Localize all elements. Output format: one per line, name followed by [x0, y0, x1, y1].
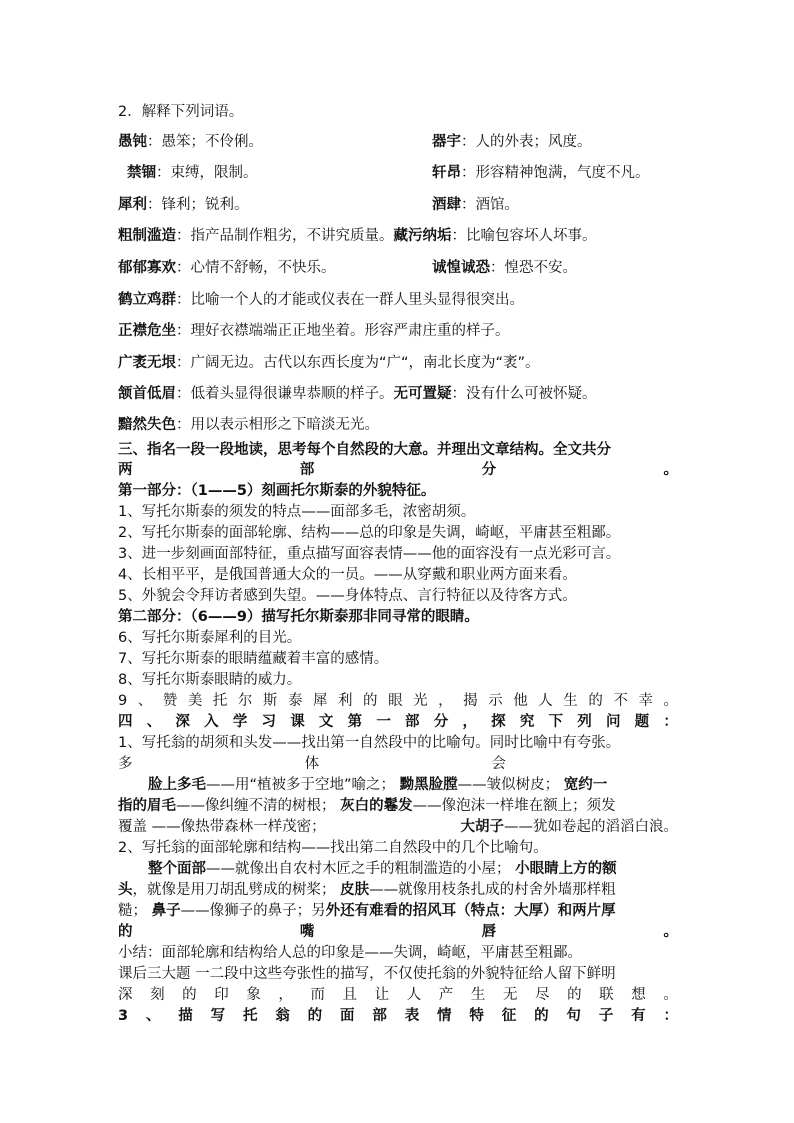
- answer-2-line-4: [118, 922, 678, 942]
- part-2-item-8: 8、写托尔斯泰眼睛的威力。: [118, 672, 302, 688]
- char: 特: [469, 1008, 484, 1024]
- vocab-col2: [432, 195, 519, 215]
- char: 。: [663, 693, 678, 709]
- vocab-row-1: [118, 132, 678, 152]
- question-1: 1、写托翁的胡须和头发——找出第一自然段中的比喻句。同时比喻中有夸张。: [118, 735, 621, 751]
- vocab-row-4: [118, 226, 678, 246]
- definition: ：用以表示相形之下暗淡无光。: [176, 417, 379, 433]
- char: 列: [577, 714, 592, 730]
- char: 句: [566, 1008, 581, 1024]
- term: 轩昂: [432, 165, 461, 181]
- key-phrase: 小眼睛上方的额: [515, 861, 617, 877]
- answer-1-line-2: [118, 796, 678, 816]
- term: 郁郁寡欢: [118, 260, 176, 276]
- term: 无可置疑: [393, 386, 452, 402]
- text: 覆盖: [118, 819, 147, 835]
- char: 斯: [262, 693, 278, 709]
- text: 糙；: [118, 903, 147, 919]
- char: 且: [342, 987, 358, 1003]
- part-1-heading: 第一部分：（1——5）刻画托尔斯泰的外貌特征。: [118, 483, 436, 499]
- explanation: ——就像出自农村木匠之手的粗制滥造的小屋；: [206, 861, 511, 877]
- section-4-heading: [118, 712, 678, 732]
- char: 四: [118, 714, 133, 730]
- char: 泰: [287, 693, 303, 709]
- char: 生: [470, 987, 486, 1003]
- answer-2-line-1: [148, 859, 678, 879]
- char: 美: [187, 693, 203, 709]
- char: ，: [278, 987, 293, 1003]
- definition: ：理好衣襟端端正正地坐着。形容严肃庄重的样子。: [176, 323, 510, 339]
- term: 粗制滥造: [118, 228, 176, 244]
- vocab-col2: [432, 163, 650, 183]
- key-phrase: 黝黑脸膛: [399, 777, 458, 793]
- explanation: ——像纠缠不清的树根；: [176, 798, 336, 814]
- summary: 小结：面部轮廓和结构给人总的印象是——失调，崎岖，平庸甚至粗鄙。: [118, 945, 582, 961]
- char: 想: [631, 987, 646, 1003]
- char: 9: [118, 693, 128, 709]
- term: 酒肆: [432, 197, 461, 213]
- vocab-row-5: [118, 258, 678, 278]
- part-1-item-4: 4、长相平平，是俄国普通大众的一员。——从穿戴和职业两方面来看。: [118, 567, 577, 583]
- text: ——像热带森林一样茂密；: [151, 819, 326, 835]
- char: 。: [663, 924, 678, 940]
- char: 、: [137, 693, 153, 709]
- definition: ：指产品制作粗劣，不讲究质量。: [176, 228, 394, 244]
- definition: ：酒馆。: [461, 197, 519, 213]
- char: 部: [372, 1008, 387, 1024]
- key-phrase: 鼻子: [151, 903, 181, 919]
- char: 一: [376, 714, 391, 730]
- char: 子: [598, 1008, 614, 1024]
- char: 而: [310, 987, 325, 1003]
- part-1-item-5: 5、外貌会令拜访者感到失望。——身体特点、言行特征以及待客方式。: [118, 588, 577, 604]
- part-2-item-7: 7、写托尔斯泰的眼睛蕴藏着丰富的感情。: [118, 651, 389, 667]
- char: 的: [182, 987, 197, 1003]
- char: 题: [634, 714, 650, 730]
- definition: ：心情不舒畅，不快乐。: [176, 260, 336, 276]
- explanation: ——像狮子的鼻子；另: [180, 903, 326, 919]
- definition: ：人的外表；风度。: [461, 134, 592, 150]
- char: 。: [663, 462, 678, 478]
- definition: ：束缚，限制。: [156, 165, 258, 181]
- vocab-row-8: [118, 353, 678, 373]
- question-2: 2、写托翁的面部轮廓和结构——找出第二自然段中的几个比喻句。: [118, 840, 548, 856]
- char: 人: [406, 987, 422, 1003]
- definition: ：愚笨；不伶俐。: [147, 134, 263, 150]
- char: 象: [246, 987, 261, 1003]
- definition: ：广阔无边。古代以东西长度为“广“，南北长度为“袤”。: [176, 355, 540, 371]
- char: 探: [491, 714, 506, 730]
- char: 托: [242, 1008, 258, 1024]
- definition: ：锋利；锐利。: [147, 197, 249, 213]
- term: 黯然失色: [118, 417, 176, 433]
- part-1-item-2: 2、写托尔斯泰的面部轮廓、结构——总的印象是失调，崎岖，平庸甚至粗鄙。: [118, 525, 621, 541]
- char: 究: [519, 714, 535, 730]
- char: 眼: [388, 693, 403, 709]
- question-1-cont: [118, 754, 678, 774]
- char: 尔: [237, 693, 253, 709]
- key-phrase: 整个面部: [148, 861, 206, 877]
- term: 诚惶诚恐: [432, 260, 490, 276]
- char: 的: [363, 693, 378, 709]
- char: 利: [338, 693, 353, 709]
- homework-line-2: [118, 985, 678, 1005]
- part-2-item-9: [118, 691, 678, 711]
- char: ：: [663, 714, 678, 730]
- term: 犀利: [118, 197, 147, 213]
- vocab-row-3: [118, 195, 678, 215]
- part-2-heading: 第二部分：（6——9）描写托尔斯泰那非同寻常的眼睛。: [118, 609, 479, 625]
- char: ，: [438, 693, 453, 709]
- definition: ：形容精神饱满，气度不凡。: [461, 165, 650, 181]
- char: 印: [214, 987, 229, 1003]
- section-3-heading: 三、指名一段一段地读，思考每个自然段的大意。并理出文章结构。全文共分: [118, 442, 611, 458]
- char: 、: [145, 1008, 161, 1024]
- vocab-row-10: [118, 415, 678, 435]
- part-1-item-3: 3、进一步刻画面部特征，重点描写面容表情——他的面容没有一点光彩可言。: [118, 546, 621, 562]
- char: 3: [118, 1008, 129, 1024]
- char: 的: [118, 924, 133, 940]
- vocab-col2: [432, 132, 592, 152]
- char: 分: [433, 714, 449, 730]
- char: 嘴: [299, 924, 315, 940]
- char: 文: [318, 714, 334, 730]
- char: 多: [118, 756, 133, 772]
- vocab-col2: [432, 258, 577, 278]
- char: ：: [663, 1008, 678, 1024]
- key-phrase: 脸上多毛: [148, 777, 206, 793]
- term: 器宇: [432, 134, 461, 150]
- char: 幸: [638, 693, 653, 709]
- char: 的: [534, 1008, 549, 1024]
- explanation: ——用“植被多于空地”喻之；: [206, 777, 396, 793]
- key-phrase: 外还有难看的招风耳（特点：大厚）和两片厚: [325, 903, 616, 919]
- char: 第: [347, 714, 363, 730]
- explanation: ——就像用枝条扎成的村舍外墙那样粗: [369, 882, 616, 898]
- term: 禁锢: [127, 165, 156, 181]
- term: 藏污纳垢: [393, 228, 452, 244]
- char: 犀: [312, 693, 328, 709]
- char: 托: [212, 693, 228, 709]
- char: 有: [631, 1008, 646, 1024]
- section-3-heading-cont: [118, 460, 678, 480]
- q2-title: 2．解释下列词语。: [118, 104, 244, 120]
- char: 写: [210, 1008, 226, 1024]
- char: 部: [299, 462, 315, 478]
- definition: ：惶恐不安。: [490, 260, 577, 276]
- answer-2-line-2: [118, 880, 678, 900]
- answer-2-line-3: [118, 901, 678, 921]
- part-1-item-1: 1、写托尔斯泰的须发的特点——面部多毛，浓密胡须。: [118, 504, 476, 520]
- explanation: ——像泡沫一样堆在额上；须发: [412, 798, 616, 814]
- text: ——犹如卷起的滔滔白浪。: [504, 819, 678, 835]
- char: 人: [538, 693, 553, 709]
- char: 入: [204, 714, 219, 730]
- homework-line-1: 课后三大题 一二段中这些夸张性的描写，不仅使托翁的外貌特征给人留下鲜明: [118, 966, 616, 982]
- answer-1-line-1: [148, 775, 678, 795]
- char: 示: [488, 693, 503, 709]
- char: 描: [178, 1008, 193, 1024]
- char: 不: [613, 693, 628, 709]
- key-phrase: 灰白的鬈发: [340, 798, 413, 814]
- char: 光: [413, 693, 428, 709]
- vocab-row-2: [127, 163, 687, 183]
- question-3: [118, 1006, 678, 1026]
- char: 两: [118, 462, 133, 478]
- char: 唇: [481, 924, 497, 940]
- char: 他: [513, 693, 528, 709]
- char: 联: [599, 987, 614, 1003]
- char: 赞: [162, 693, 178, 709]
- char: 的: [588, 693, 603, 709]
- char: 刻: [150, 987, 165, 1003]
- char: 征: [501, 1008, 517, 1024]
- char: 部: [405, 714, 420, 730]
- char: 深: [118, 987, 133, 1003]
- char: 揭: [463, 693, 478, 709]
- vocab-row-7: [118, 321, 678, 341]
- char: 、: [146, 714, 162, 730]
- vocab-row-6: [118, 290, 678, 310]
- char: 问: [605, 714, 621, 730]
- key-phrase: 宽约一: [563, 777, 608, 793]
- key-phrase: 大胡子: [460, 819, 504, 835]
- term: 愚钝: [118, 134, 147, 150]
- definition: ：比喻一个人的才能或仪表在一群人里头显得很突出。: [176, 292, 524, 308]
- char: 。: [663, 987, 678, 1003]
- char: 深: [175, 714, 190, 730]
- char: 课: [290, 714, 305, 730]
- char: 会: [491, 756, 506, 772]
- char: 下: [548, 714, 564, 730]
- char: 习: [261, 714, 277, 730]
- char: 的: [567, 987, 582, 1003]
- char: 情: [437, 1008, 452, 1024]
- vocab-row-9: [118, 384, 678, 404]
- char: 表: [404, 1008, 420, 1024]
- char: 学: [232, 714, 248, 730]
- char: 让: [374, 987, 390, 1003]
- char: ，: [462, 714, 477, 730]
- term: 正襟危坐: [118, 323, 176, 339]
- term: 颔首低眉: [118, 386, 176, 402]
- definition: ：没有什么可被怀疑。: [451, 386, 597, 402]
- answer-1-line-3: [118, 817, 678, 837]
- char: 尽: [535, 987, 550, 1003]
- definition: ：低着头显得很谦卑恭顺的样子。: [176, 386, 394, 402]
- char: 的: [307, 1008, 323, 1024]
- key-phrase: 指的眉毛: [118, 798, 176, 814]
- key-phrase: 头: [118, 882, 133, 898]
- char: 面: [340, 1008, 355, 1024]
- definition: ：比喻包容坏人坏事。: [451, 228, 597, 244]
- char: 无: [502, 987, 518, 1003]
- char: 翁: [275, 1008, 290, 1024]
- explanation: ——皱似树皮；: [457, 777, 560, 793]
- term: 鹤立鸡群: [118, 292, 176, 308]
- char: 生: [563, 693, 578, 709]
- char: 分: [481, 462, 497, 478]
- part-2-item-6: 6、写托尔斯泰犀利的目光。: [118, 630, 302, 646]
- explanation: ，就像是用刀胡乱劈成的树桨；: [132, 882, 336, 898]
- char: 体: [304, 756, 320, 772]
- key-phrase: 皮肤: [340, 882, 370, 898]
- char: 产: [438, 987, 454, 1003]
- term: 广袤无垠: [118, 355, 176, 371]
